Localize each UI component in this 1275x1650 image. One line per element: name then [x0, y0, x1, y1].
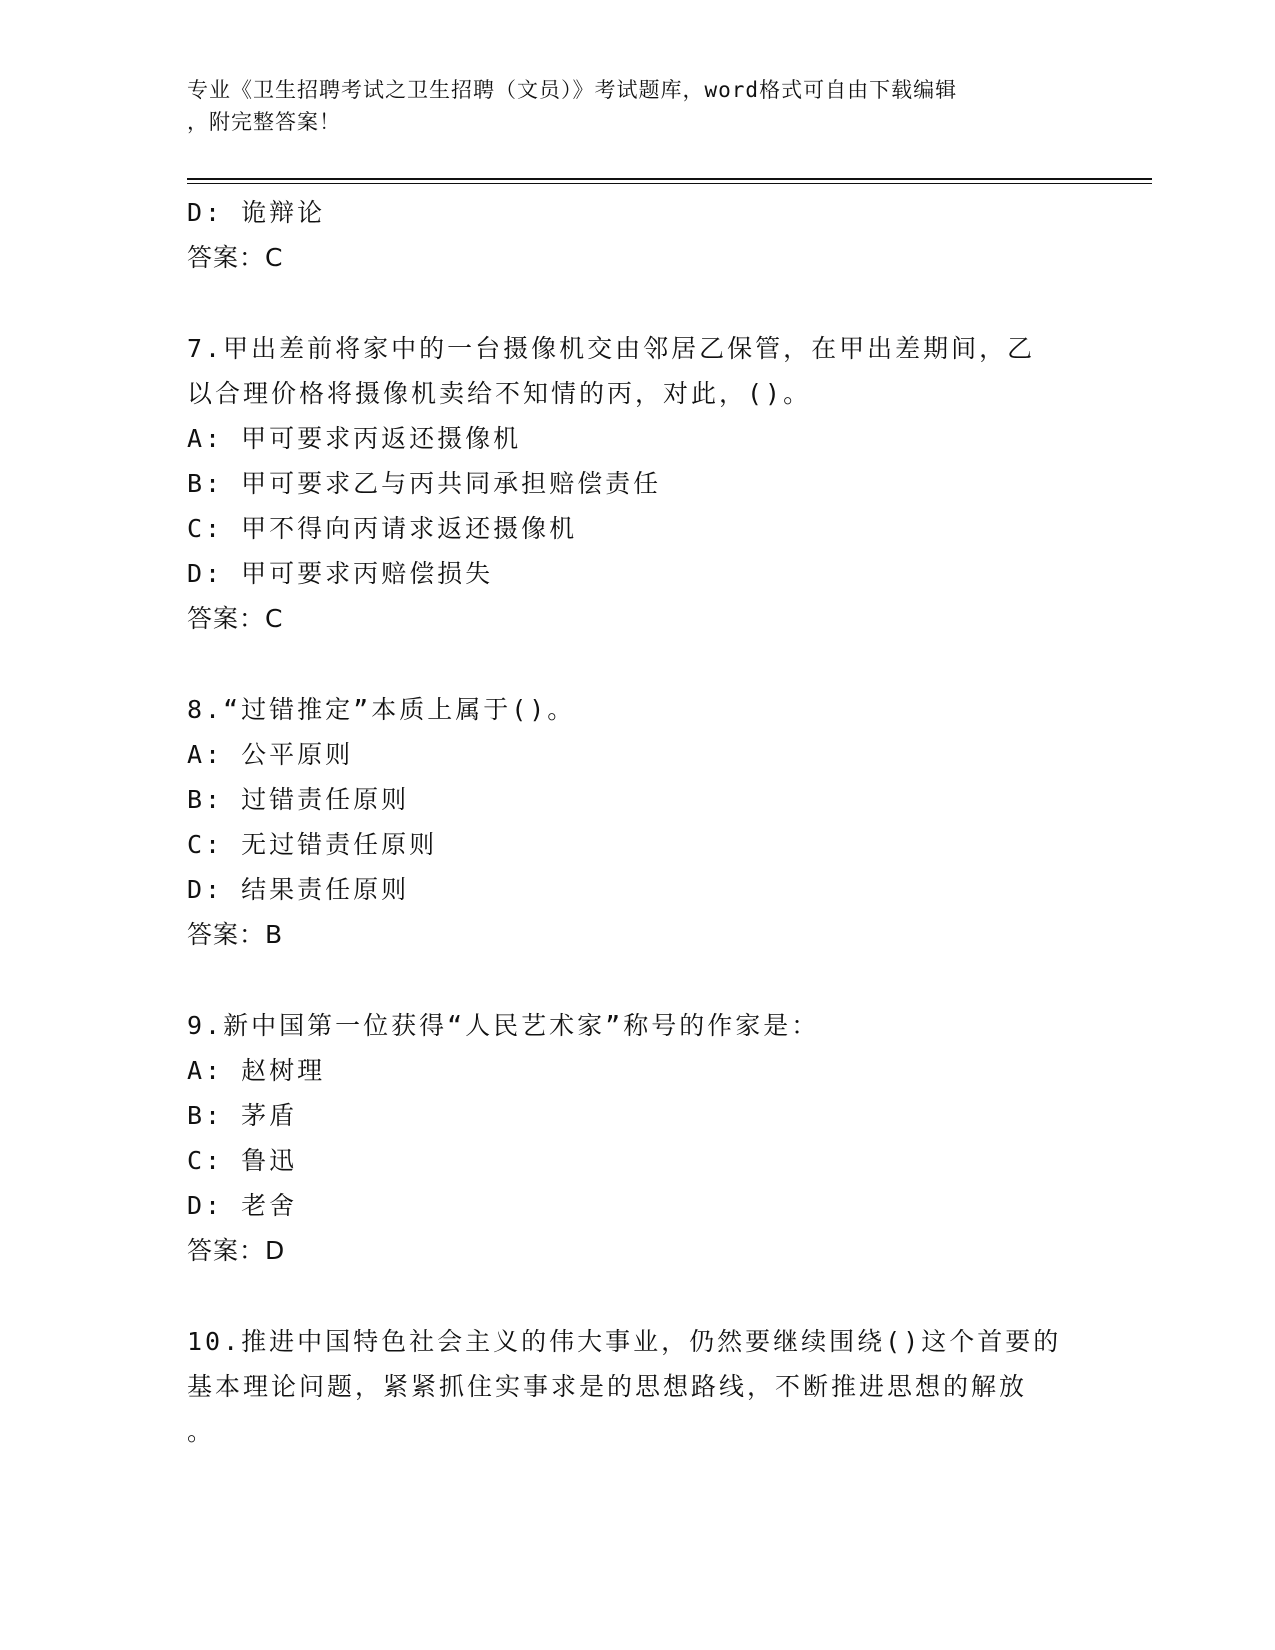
q7-option-d: D: 甲可要求丙赔偿损失: [187, 559, 494, 588]
q6-answer: 答案：C: [187, 243, 284, 272]
q6-option-d: D: 诡辩论: [187, 198, 326, 227]
q10-stem-line-2: 基本理论问题，紧紧抓住实事求是的思想路线，不断推进思想的解放: [187, 1372, 1028, 1401]
q8-option-d: D: 结果责任原则: [187, 875, 410, 904]
q7-option-a: A: 甲可要求丙返还摄像机: [187, 424, 522, 453]
q10-stem-line-1: 10.推进中国特色社会主义的伟大事业，仍然要继续围绕()这个首要的: [187, 1327, 1062, 1356]
question-8: [187, 687, 1087, 958]
question-7: [187, 326, 1087, 642]
spacer: [187, 642, 1087, 687]
spacer: [187, 281, 1087, 326]
q7-option-c: C: 甲不得向丙请求返还摄像机: [187, 514, 578, 543]
header-divider-thick: [187, 178, 1152, 180]
q9-option-d: D: 老舍: [187, 1191, 298, 1220]
q8-stem-line-1: 8.“过错推定”本质上属于()。: [187, 695, 576, 724]
q9-option-c: C: 鲁迅: [187, 1146, 298, 1175]
question-10: [187, 1319, 1087, 1454]
header-line-2: ，附完整答案！: [187, 110, 341, 134]
spacer: [187, 958, 1087, 1003]
header-divider-thin: [187, 183, 1152, 184]
document-header: [187, 74, 1067, 138]
q9-answer: 答案：D: [187, 1236, 286, 1265]
spacer: [187, 1274, 1087, 1319]
q7-stem-line-2: 以合理价格将摄像机卖给不知情的丙，对此，()。: [187, 379, 812, 408]
question-9: [187, 1003, 1087, 1274]
q9-stem-line-1: 9.新中国第一位获得“人民艺术家”称号的作家是：: [187, 1011, 820, 1040]
q7-stem-line-1: 7.甲出差前将家中的一台摄像机交由邻居乙保管，在甲出差期间，乙: [187, 334, 1036, 363]
q8-option-c: C: 无过错责任原则: [187, 830, 438, 859]
q7-answer: 答案：C: [187, 604, 284, 633]
q9-option-a: A: 赵树理: [187, 1056, 326, 1085]
q8-option-b: B: 过错责任原则: [187, 785, 410, 814]
header-line-1: 专业《卫生招聘考试之卫生招聘（文员）》考试题库，word格式可自由下载编辑: [187, 78, 958, 102]
q8-answer: 答案：B: [187, 920, 284, 949]
question-list: [187, 190, 1087, 1454]
question-6-tail: [187, 190, 1087, 281]
q8-option-a: A: 公平原则: [187, 740, 354, 769]
q9-option-b: B: 茅盾: [187, 1101, 298, 1130]
q7-option-b: B: 甲可要求乙与丙共同承担赔偿责任: [187, 469, 662, 498]
q10-stem-line-3: 。: [187, 1417, 216, 1446]
